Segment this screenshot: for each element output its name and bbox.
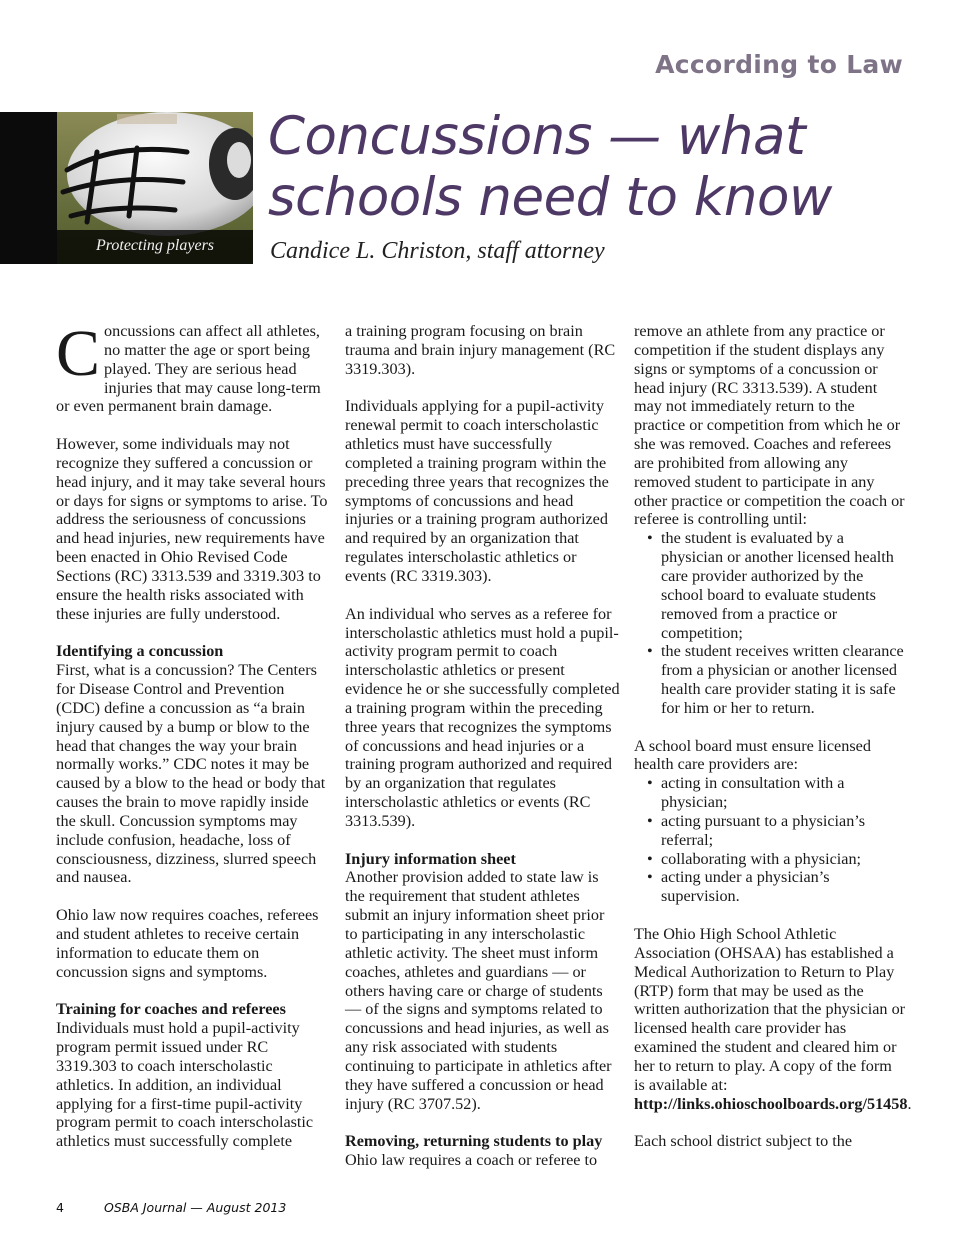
subheading: Identifying a concussion bbox=[56, 642, 224, 661]
bullet-list bbox=[634, 774, 906, 906]
subheading: Injury information sheet bbox=[345, 849, 516, 868]
byline: Candice L. Christon, staff attorney bbox=[270, 238, 605, 264]
paragraph: Each school district subject to the bbox=[634, 1132, 853, 1151]
paragraph: remove an athlete from any practice or competition if the student displays any signs or symptoms of a concussion or head injury (RC 3313.539). A student may not immediately return to the practice or competition from which he or she was removed. Coaches and referees are prohibited from allowing any removed student to participate in any other practice or competition the coach or referee is controlling until: bbox=[634, 322, 905, 529]
column-1 bbox=[56, 317, 331, 1170]
form-link[interactable]: http://links.ohioschoolboards.org/51458 bbox=[634, 1094, 908, 1113]
publication-info: OSBA Journal — August 2013 bbox=[104, 1200, 287, 1215]
paragraph-text: The Ohio High School Athletic Association (OHSAA) has established a Medical Authorization to Return to Play (RTP) form that may be used as the written authorization that the physician or licensed health care provider has examined the student and cleared him or her to return to play. A copy of the form is available at: bbox=[634, 925, 906, 1094]
paragraph: A school board must ensure licensed health care providers are: bbox=[634, 736, 871, 774]
paragraph: Individuals applying for a pupil-activity renewal permit to coach interscholastic athletics must have successfully completed a training program within the preceding three years that recognizes the symptoms of concussions and head injuries or a training program authorized and required by an organization that regulates interscholastic athletics or events (RC 3319.303). bbox=[345, 397, 609, 585]
list-item: • acting in consultation with a physician; bbox=[634, 774, 906, 812]
title-line: schools need to know bbox=[268, 167, 832, 228]
paragraph: Individuals must hold a pupil-activity program permit issued under RC 3319.303 to coach interscholastic athletics. In addition, an individual applying for a first-time pupil-activity program permit to coach interscholastic athletics must successfully complete bbox=[56, 1019, 314, 1151]
paragraph bbox=[634, 925, 912, 1113]
subheading: Training for coaches and referees bbox=[56, 1000, 286, 1019]
page-footer bbox=[56, 1200, 286, 1215]
column-2 bbox=[345, 322, 621, 1189]
decorative-bar bbox=[0, 112, 57, 264]
list-item: • the student is evaluated by a physician or another licensed health care provider authorized by the school board to evaluate students removed from a practice or competition; bbox=[634, 529, 906, 642]
photo-caption: Protecting players bbox=[57, 230, 253, 264]
paragraph: First, what is a concussion? The Centers for Disease Control and Prevention (CDC) define a concussion as “a brain injury caused by a bump or blow to the head that changes the way your brain normally works.” CDC notes it may be caused by a blow to the head or body that causes the brain to move rapidly inside the skull. Concussion symptoms may include confusion, headache, loss of consciousness, dizziness, slurred speech and nausea. bbox=[56, 661, 326, 887]
title-line: Concussions — what bbox=[268, 106, 806, 167]
paragraph: Ohio law now requires coaches, referees and student athletes to receive certain information to educate them on concussion signs and symptoms. bbox=[56, 906, 319, 981]
list-item: • acting pursuant to a physician’s referral; bbox=[634, 812, 906, 850]
paragraph: Ohio law requires a coach or referee to bbox=[345, 1151, 598, 1170]
paragraph: a training program focusing on brain trauma and brain injury management (RC 3319.303). bbox=[345, 322, 616, 378]
article-title bbox=[268, 106, 908, 228]
list-item: • the student receives written clearance from a physician or another licensed health care provider stating it is safe for him or her to return. bbox=[634, 642, 906, 717]
paragraph-text: oncussions can affect all athletes, no matter the age or sport being played. They are serious head injuries that may cause long-term or even permanent brain damage. bbox=[56, 322, 321, 416]
list-item: • acting under a physician’s supervision. bbox=[634, 868, 906, 906]
bullet-list bbox=[634, 529, 906, 717]
punctuation: . bbox=[907, 1094, 912, 1113]
paragraph bbox=[56, 317, 331, 416]
paragraph: An individual who serves as a referee for interscholastic athletics must hold a pupil-activity program permit to coach interscholastic athletics or present evidence he or she successfully completed a training program within the preceding three years that recognizes the symptoms of concussions and head injuries or a training program authorized and required by an organization that regulates interscholastic athletics or events (RC 3313.539). bbox=[345, 604, 620, 830]
page-number: 4 bbox=[56, 1200, 64, 1215]
column-3 bbox=[634, 322, 912, 1170]
paragraph: However, some individuals may not recognize they suffered a concussion or head injury, and it may take several hours or days for signs or symptoms to arise. To address the seriousness of concussions and head injuries, new requirements have been enacted in Ohio Revised Code Sections (RC) 3313.539 and 3319.303 to ensure the health risks associated with these injuries are fully understood. bbox=[56, 435, 328, 623]
helmet-photo bbox=[57, 112, 253, 264]
subheading: Removing, returning students to play bbox=[345, 1132, 603, 1151]
paragraph: Another provision added to state law is the requirement that student athletes submit an injury information sheet prior to participating in any interscholastic athletic activity. The sheet must inform coaches, athletes and guardians — or others having care or charge of students — of the signs and symptoms related to concussions and head injuries, as well as any risk associated with students continuing to participate in athletics after they have suffered a concussion or head injury (RC 3707.52). bbox=[345, 868, 612, 1113]
drop-cap: C bbox=[56, 317, 101, 390]
list-item: • collaborating with a physician; bbox=[634, 850, 906, 869]
section-label: According to Law bbox=[655, 50, 903, 79]
